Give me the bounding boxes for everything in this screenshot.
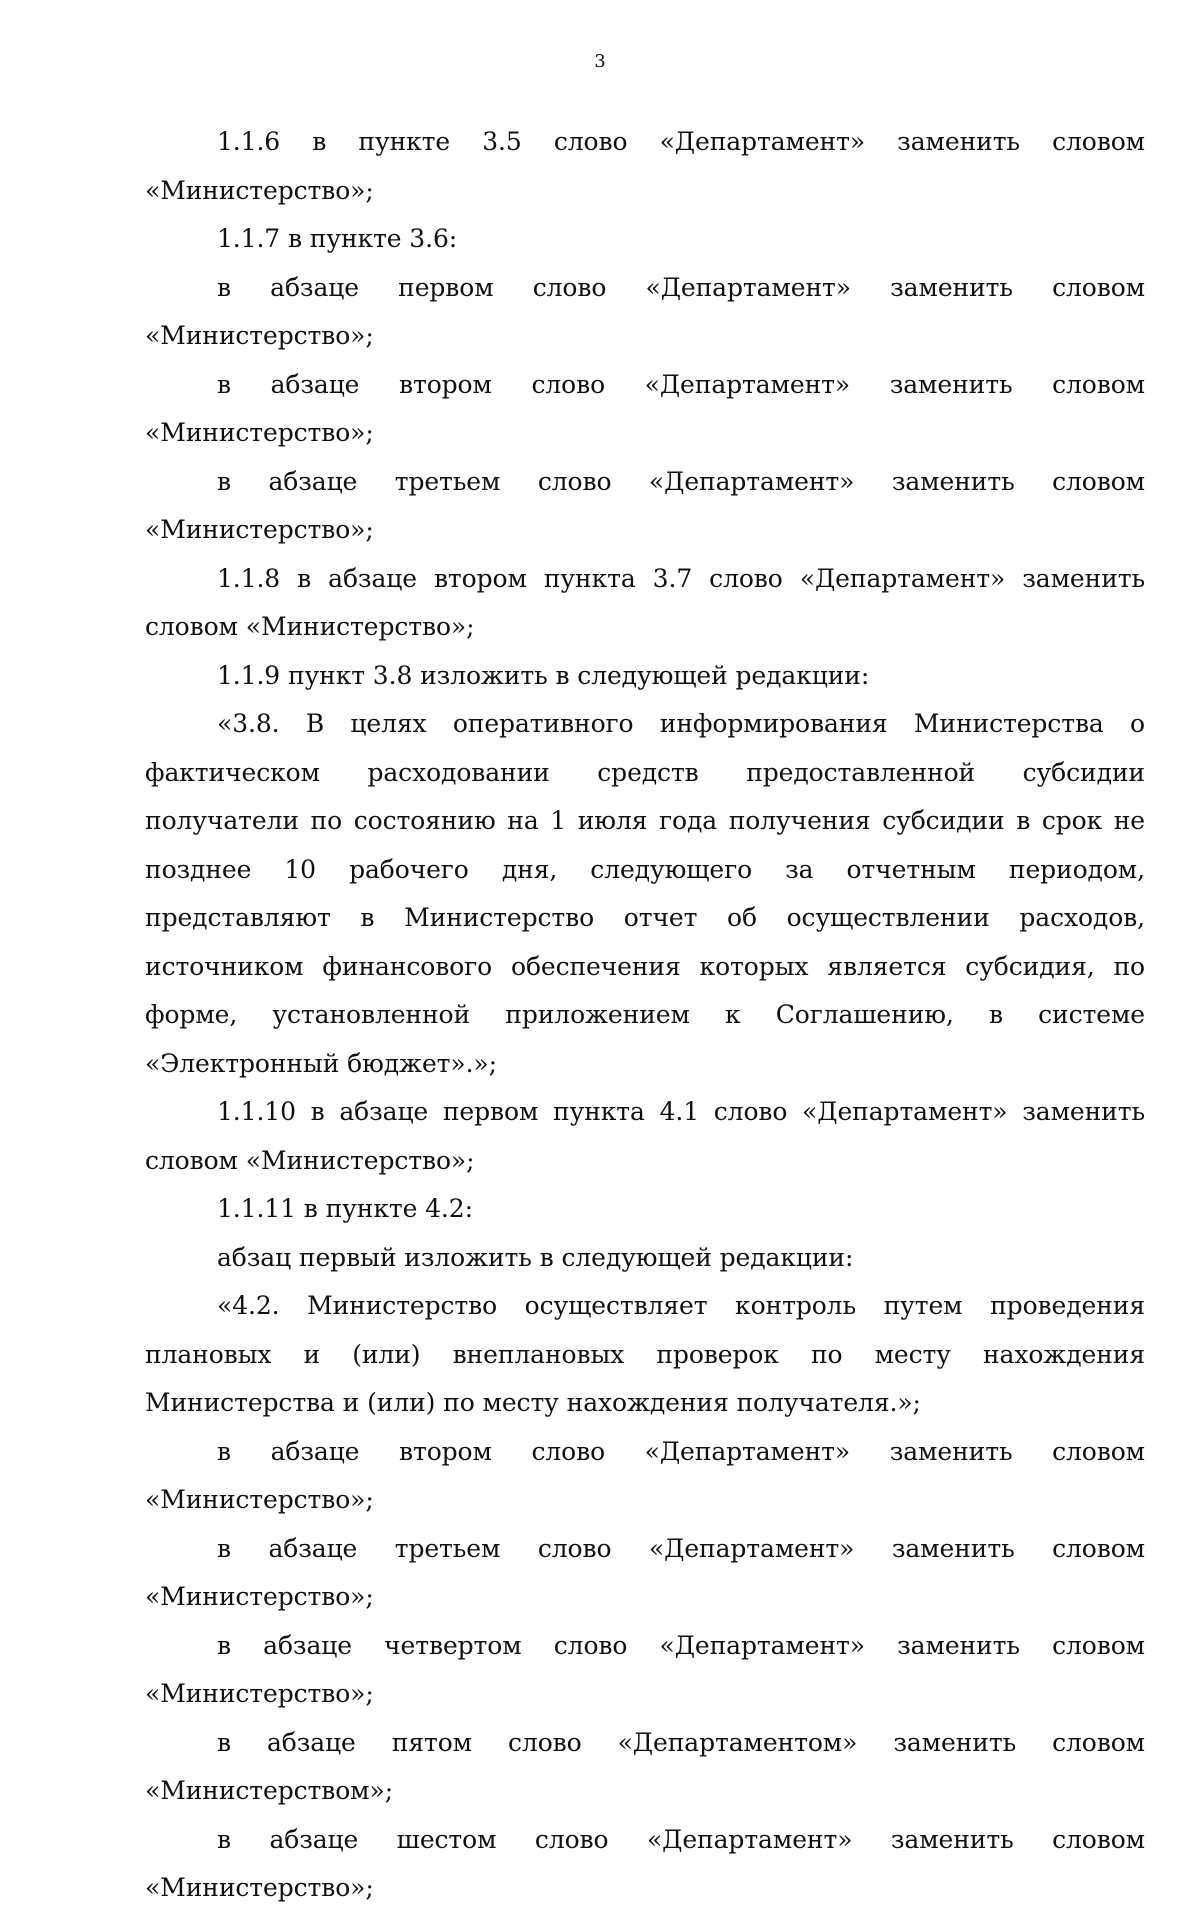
paragraph-4-2-sixth: в абзаце шестом слово «Департамент» заменить словом «Министерство»; xyxy=(145,1824,1145,1902)
paragraph-4-2-fourth: в абзаце четвертом слово «Департамент» заменить словом «Министерство»; xyxy=(145,1630,1145,1708)
paragraph-1-1-6: 1.1.6 в пункте 3.5 слово «Департамент» заменить словом «Министерство»; xyxy=(145,127,1145,205)
paragraph-1-1-10: 1.1.10 в абзаце первом пункта 4.1 слово «Департамент» заменить словом «Министерство»; xyxy=(145,1097,1145,1175)
paragraph-1-1-7: 1.1.7 в пункте 3.6: xyxy=(217,224,458,253)
paragraph-4-2-first-intro: абзац первый изложить в следующей редакции: xyxy=(217,1242,854,1272)
paragraph-4-2-third: в абзаце третьем слово «Департамент» заменить словом «Министерство»; xyxy=(145,1533,1145,1611)
paragraph-3-6-third: в абзаце третьем слово «Департамент» заменить словом «Министерство»; xyxy=(145,466,1145,544)
paragraph-3-6-second: в абзаце втором слово «Департамент» заменить словом «Министерство»; xyxy=(145,369,1145,447)
paragraph-4-2-text: «4.2. Министерство осуществляет контроль путем проведения плановых и (или) внеплановых проверок по месту нахождения Министерства и (или) по месту нахождения получателя.»; xyxy=(145,1291,1145,1417)
document-body xyxy=(145,118,1145,1913)
paragraph-3-6-first: в абзаце первом слово «Департамент» заменить словом «Министерство»; xyxy=(145,272,1145,350)
paragraph-1-1-9: 1.1.9 пункт 3.8 изложить в следующей редакции: xyxy=(217,660,870,690)
page-number: 3 xyxy=(594,51,606,72)
paragraph-4-2-second: в абзаце втором слово «Департамент» заменить словом «Министерство»; xyxy=(145,1436,1145,1514)
paragraph-1-1-11: 1.1.11 в пункте 4.2: xyxy=(217,1194,473,1223)
paragraph-4-2-fifth: в абзаце пятом слово «Департаментом» заменить словом «Министерством»; xyxy=(145,1727,1145,1805)
paragraph-3-8-text: «3.8. В целях оперативного информирования Министерства о фактическом расходовании средств предоставленной субсидии получатели по состоянию на 1 июля года получения субсидии в срок не позднее 10 рабочего дня, следующего за отчетным периодом, представляют в Министерство отчет об осуществлении расходов, источником финансового обеспечения которых является субсидия, по форме, установленной приложением к Соглашению, в системе «Электронный бюджет».»; xyxy=(145,709,1145,1078)
paragraph-1-1-8: 1.1.8 в абзаце втором пункта 3.7 слово «Департамент» заменить словом «Министерство»; xyxy=(145,563,1145,641)
